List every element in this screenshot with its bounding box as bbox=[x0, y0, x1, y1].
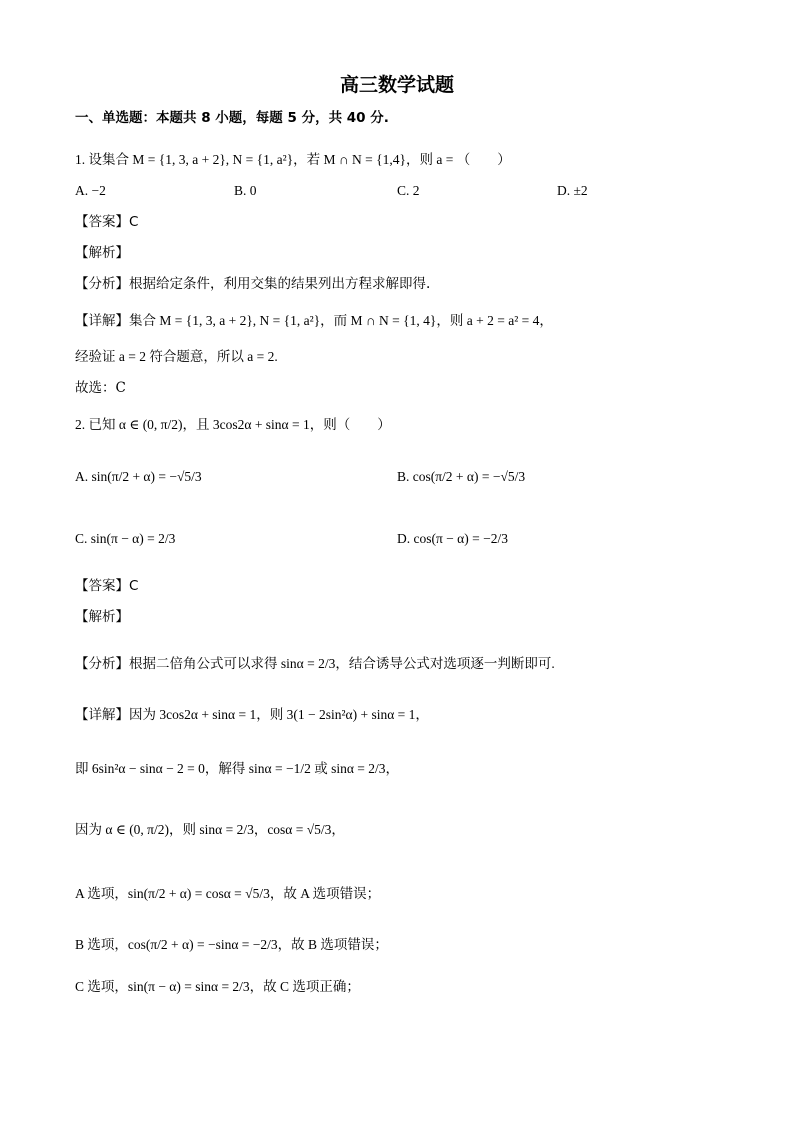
question-2-option-c: C. sin(π − α) = 2/3 bbox=[75, 531, 176, 546]
question-1-stem: 1. 设集合 M = {1, 3, a + 2}, N = {1, a²}，若 M ∩ N = {1,4}，则 a = （ ） bbox=[75, 152, 511, 167]
question-1-choose: 故选：C bbox=[75, 380, 126, 396]
question-2-option-b: B. cos(π/2 + α) = −√5/3 bbox=[397, 469, 526, 484]
question-1-analysis-label: 【解析】 bbox=[75, 245, 129, 261]
question-1-option-d: D. ±2 bbox=[557, 183, 588, 198]
page-title: 高三数学试题 bbox=[339, 74, 454, 96]
question-2-step-3: 因为 α ∈ (0, π/2)，则 sinα = 2/3，cosα = √5/3， bbox=[75, 822, 345, 837]
question-2-step-2: 即 6sin²α − sinα − 2 = 0，解得 sinα = −1/2 或 sinα = 2/3， bbox=[75, 761, 400, 776]
question-1-option-c: C. 2 bbox=[397, 183, 420, 198]
question-2-stem: 2. 已知 α ∈ (0, π/2)，且 3cos2α + sinα = 1，则（ ） bbox=[75, 417, 391, 432]
question-1-verify: 经验证 a = 2 符合题意，所以 a = 2. bbox=[75, 349, 278, 364]
question-1-answer: 【答案】C bbox=[75, 214, 139, 230]
question-2-option-d: D. cos(π − α) = −2/3 bbox=[397, 531, 508, 546]
question-2-analysis-label: 【解析】 bbox=[75, 609, 129, 625]
question-1-option-b: B. 0 bbox=[234, 183, 257, 198]
question-2-xiangjie: 【详解】因为 3cos2α + sinα = 1，则 3(1 − 2sin²α) + sinα = 1， bbox=[75, 707, 429, 722]
question-1-xiangjie: 【详解】集合 M = {1, 3, a + 2}, N = {1, a²}，而 M ∩ N = {1, 4}，则 a + 2 = a² = 4， bbox=[75, 313, 553, 328]
question-2-option-a: A. sin(π/2 + α) = −√5/3 bbox=[75, 469, 202, 484]
question-2-step-a: A 选项，sin(π/2 + α) = cosα = √5/3，故 A 选项错误； bbox=[75, 886, 381, 901]
question-2-step-c: C 选项，sin(π − α) = sinα = 2/3，故 C 选项正确； bbox=[75, 979, 360, 994]
section-heading: 一、单选题：本题共 8 小题，每题 5 分，共 40 分. bbox=[75, 110, 389, 126]
question-1-option-a: A. −2 bbox=[75, 183, 106, 198]
question-2-step-b: B 选项，cos(π/2 + α) = −sinα = −2/3，故 B 选项错误； bbox=[75, 937, 388, 952]
question-2-answer: 【答案】C bbox=[75, 578, 139, 594]
question-2-fenxi: 【分析】根据二倍角公式可以求得 sinα = 2/3，结合诱导公式对选项逐一判断即可. bbox=[75, 656, 555, 671]
question-1-fenxi: 【分析】根据给定条件，利用交集的结果列出方程求解即得. bbox=[75, 276, 431, 292]
